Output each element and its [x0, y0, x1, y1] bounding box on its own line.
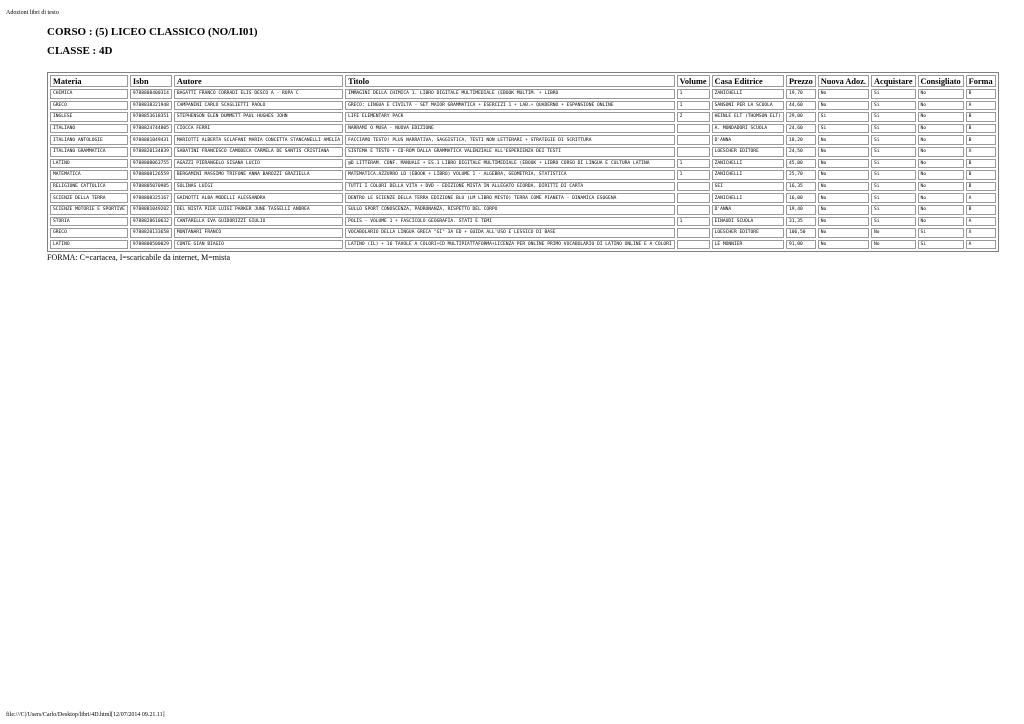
- cell-acquistare: Si: [871, 170, 916, 180]
- cell-prezzo: 44,60: [786, 101, 816, 111]
- cell-forma: A: [966, 217, 996, 227]
- cell-volume: [677, 135, 710, 145]
- cell-nuova-adoz: Si: [818, 112, 869, 122]
- cell-materia: ITALIANO ANTOLOGIE: [50, 135, 128, 145]
- cell-forma: A: [966, 193, 996, 203]
- cell-consigliato: No: [918, 159, 964, 169]
- cell-volume: [677, 228, 710, 238]
- cell-forma: X: [966, 147, 996, 157]
- cell-forma: A: [966, 240, 996, 250]
- cell-casa-editrice: ZANICHELLI: [712, 170, 784, 180]
- cell-forma: B: [966, 124, 996, 134]
- cell-prezzo: 31,35: [786, 217, 816, 227]
- cell-forma: B: [966, 112, 996, 122]
- header-prezzo: Prezzo: [786, 75, 816, 87]
- cell-materia: SCIENZE MOTORIE E SPORTIVE: [50, 205, 128, 215]
- cell-titolo: LIFE ELEMENTARY PACK: [345, 112, 675, 122]
- cell-volume: 1: [677, 89, 710, 99]
- header-titolo: Titolo: [345, 75, 675, 87]
- cell-titolo: TUTTI I COLORI DELLA VITA + DVD - EDIZIONE MISTA IN ALLEGATO GIORDA, DIRITTI DI CARTA: [345, 182, 675, 192]
- cell-consigliato: No: [918, 193, 964, 203]
- header-acquistare: Acquistare: [871, 75, 916, 87]
- table-row: [50, 182, 996, 192]
- table-row: [50, 159, 996, 169]
- cell-consigliato: Si: [918, 240, 964, 250]
- cell-titolo: LATINO (IL) + 16 TAVOLE A COLORI+CD MULTIPIATTAFORMA+LICENZA PER ONLINE PRIMO VOCABOLARIO DI LATINO ONLINE E A COLORI: [345, 240, 675, 250]
- cell-casa-editrice: ZANICHELLI: [712, 193, 784, 203]
- cell-materia: ITALIANO: [50, 124, 128, 134]
- cell-prezzo: 106,50: [786, 228, 816, 238]
- cell-autore: BERGAMINI MASSIMO TRIFONE ANNA BAROZZI GRAZIELLA: [174, 170, 343, 180]
- cell-casa-editrice: SANSONI PER LA SCUOLA: [712, 101, 784, 111]
- cell-nuova-adoz: No: [818, 159, 869, 169]
- cell-acquistare: Si: [871, 217, 916, 227]
- cell-consigliato: No: [918, 182, 964, 192]
- cell-acquistare: No: [871, 240, 916, 250]
- cell-isbn: 9788828610632: [130, 217, 172, 227]
- cell-acquistare: Si: [871, 205, 916, 215]
- cell-nuova-adoz: Si: [818, 124, 869, 134]
- cell-nuova-adoz: No: [818, 170, 869, 180]
- cell-isbn: 9788824744805: [130, 124, 172, 134]
- cell-isbn: 9788838321948: [130, 101, 172, 111]
- cell-isbn: 9788800500029: [130, 240, 172, 250]
- cell-isbn: 9788820133658: [130, 228, 172, 238]
- cell-isbn: 9788808126559: [130, 170, 172, 180]
- cell-materia: CHIMICA: [50, 89, 128, 99]
- cell-consigliato: No: [918, 205, 964, 215]
- table-row: [50, 193, 996, 203]
- cell-casa-editrice: SEI: [712, 182, 784, 192]
- cell-autore: SOLINAS LUIGI: [174, 182, 343, 192]
- cell-casa-editrice: LOESCHER EDITORE: [712, 147, 784, 157]
- page-header: Adozioni libri di testo: [6, 10, 59, 16]
- cell-prezzo: 25,70: [786, 170, 816, 180]
- cell-consigliato: Si: [918, 228, 964, 238]
- cell-acquistare: Si: [871, 193, 916, 203]
- cell-autore: BAGATTI FRANCO CORRADI ELIS DESCO A - ROPA C: [174, 89, 343, 99]
- cell-volume: 1: [677, 217, 710, 227]
- table-row: [50, 228, 996, 238]
- books-table: [47, 72, 999, 252]
- cell-titolo: SISTEMA E TESTO + CD-ROM DALLA GRAMMATICA VALENZIALE ALL'ESPERIENZA DEI TESTI: [345, 147, 675, 157]
- cell-materia: ITALIANO GRAMMATICA: [50, 147, 128, 157]
- cell-autore: MARIOTTI ALBERTA SCLAFANI MARIA CONCETTA STANCANELLI AMELIA: [174, 135, 343, 145]
- cell-titolo: NARRAMI O MUSA - NUOVA EDIZIONE: [345, 124, 675, 134]
- cell-materia: LATINO: [50, 159, 128, 169]
- table-row: [50, 170, 996, 180]
- cell-titolo: @D LITTERAM. CONF. MANUALE + ES.1 LIBRO DIGITALE MULTIMEDIALE (EBOOK + LIBRO CORSO DI LINGUA E CULTURA LATINA: [345, 159, 675, 169]
- cell-forma: B: [966, 182, 996, 192]
- cell-volume: 1: [677, 101, 710, 111]
- cell-acquistare: Si: [871, 112, 916, 122]
- cell-prezzo: 45,00: [786, 159, 816, 169]
- cell-materia: SCIENZE DELLA TERRA: [50, 193, 128, 203]
- cell-volume: [677, 240, 710, 250]
- cell-casa-editrice: HEINLE ELT (THOMSON ELT): [712, 112, 784, 122]
- cell-autore: GAINOTTI ALBA MODELLI ALESSANDRA: [174, 193, 343, 203]
- cell-materia: GRECO: [50, 101, 128, 111]
- cell-consigliato: No: [918, 217, 964, 227]
- cell-materia: LATINO: [50, 240, 128, 250]
- cell-forma: B: [966, 170, 996, 180]
- cell-prezzo: 16,00: [786, 193, 816, 203]
- cell-autore: STEPHENSON ELEN DUMMETT PAUL HUGHES JOHN: [174, 112, 343, 122]
- cell-acquistare: Si: [871, 101, 916, 111]
- books-table-body: [50, 89, 996, 249]
- header-volume: Volume: [677, 75, 710, 87]
- cell-casa-editrice: LE MONNIER: [712, 240, 784, 250]
- cell-consigliato: No: [918, 135, 964, 145]
- cell-consigliato: No: [918, 170, 964, 180]
- cell-consigliato: No: [918, 124, 964, 134]
- cell-casa-editrice: ZANICHELLI: [712, 159, 784, 169]
- cell-nuova-adoz: No: [818, 228, 869, 238]
- cell-materia: RELIGIONE CATTOLICA: [50, 182, 128, 192]
- cell-casa-editrice: LOESCHER EDITORE: [712, 228, 784, 238]
- cell-consigliato: No: [918, 101, 964, 111]
- cell-volume: [677, 193, 710, 203]
- cell-forma: A: [966, 101, 996, 111]
- cell-materia: GRECO: [50, 228, 128, 238]
- cell-consigliato: No: [918, 89, 964, 99]
- cell-nuova-adoz: No: [818, 135, 869, 145]
- cell-casa-editrice: EINAUDI SCUOLA: [712, 217, 784, 227]
- header-nuova-adoz: Nuova Adoz.: [818, 75, 869, 87]
- cell-casa-editrice: D'ANNA: [712, 135, 784, 145]
- cell-volume: [677, 182, 710, 192]
- cell-titolo: GRECO: LINGUA E CIVILTÀ - SET MAIOR GRAMMATICA + ESERCIZI 1 + LAB.+ QUADERNO + ESPANSIONE ONLINE: [345, 101, 675, 111]
- cell-isbn: 9788805070985: [130, 182, 172, 192]
- cell-titolo: DENTRO LE SCIENZE DELLA TERRA EDIZIONE BLU (LM LIBRO MISTO) TERRA COME PIANETA - DINAMICA ESOGENA: [345, 193, 675, 203]
- cell-prezzo: 29,00: [786, 112, 816, 122]
- cell-prezzo: 24,50: [786, 147, 816, 157]
- page-footer: file:///C|/Users/Carlo/Desktop/libri/4D.html[12/07/2014 09.21.11]: [6, 712, 165, 718]
- cell-prezzo: 18,20: [786, 135, 816, 145]
- cell-isbn: 9788808325167: [130, 193, 172, 203]
- cell-prezzo: 19,40: [786, 205, 816, 215]
- forma-legend: FORMA: C=cartacea, I=scaricabile da internet, M=mista: [47, 253, 231, 262]
- cell-consigliato: No: [918, 112, 964, 122]
- table-row: [50, 205, 996, 215]
- cell-nuova-adoz: No: [818, 217, 869, 227]
- cell-acquistare: Si: [871, 89, 916, 99]
- table-row: [50, 101, 996, 111]
- table-row: [50, 112, 996, 122]
- cell-autore: CANTARELLA EVA GUIDORIZZI GIULIO: [174, 217, 343, 227]
- table-row: [50, 89, 996, 99]
- cell-acquistare: Si: [871, 182, 916, 192]
- cell-volume: [677, 147, 710, 157]
- header-materia: Materia: [50, 75, 128, 87]
- cell-isbn: 9788808063755: [130, 159, 172, 169]
- table-row: [50, 124, 996, 134]
- cell-autore: CAMPANINI CARLO SCAGLIETTI PAOLO: [174, 101, 343, 111]
- header-casa-editrice: Casa Editrice: [712, 75, 784, 87]
- cell-volume: 1: [677, 170, 710, 180]
- cell-nuova-adoz: No: [818, 101, 869, 111]
- header-autore: Autore: [174, 75, 343, 87]
- cell-casa-editrice: D'ANNA: [712, 205, 784, 215]
- cell-nuova-adoz: No: [818, 205, 869, 215]
- cell-consigliato: No: [918, 147, 964, 157]
- cell-acquistare: Si: [871, 124, 916, 134]
- cell-autore: AGAZZI PIERANGELO SISANA LUCIO: [174, 159, 343, 169]
- cell-forma: B: [966, 205, 996, 215]
- cell-prezzo: 16,35: [786, 182, 816, 192]
- table-header-row: [50, 75, 996, 87]
- cell-materia: INGLESE: [50, 112, 128, 122]
- cell-autore: CIOCCA FERRI: [174, 124, 343, 134]
- table-row: [50, 217, 996, 227]
- cell-casa-editrice: A. MONDADORI SCUOLA: [712, 124, 784, 134]
- table-row: [50, 240, 996, 250]
- cell-isbn: 9788881049431: [130, 135, 172, 145]
- cell-autore: CONTE GIAN BIAGIO: [174, 240, 343, 250]
- cell-acquistare: No: [871, 228, 916, 238]
- cell-materia: STORIA: [50, 217, 128, 227]
- cell-volume: 1: [677, 159, 710, 169]
- cell-titolo: VOCABOLARIO DELLA LINGUA GRECA "GI" 3A ED + GUIDA ALL'USO E LESSICO DI BASE: [345, 228, 675, 238]
- cell-volume: [677, 205, 710, 215]
- cell-isbn: 9788820134839: [130, 147, 172, 157]
- cell-acquistare: Si: [871, 159, 916, 169]
- cell-volume: 2: [677, 112, 710, 122]
- cell-casa-editrice: ZANICHELLI: [712, 89, 784, 99]
- cell-prezzo: 24,60: [786, 124, 816, 134]
- cell-forma: X: [966, 228, 996, 238]
- cell-isbn: 9788881049202: [130, 205, 172, 215]
- cell-titolo: MATEMATICA.AZZURRO LD (EBOOK + LIBRO) VOLUME 1 - ALGEBRA, GEOMETRIA, STATISTICA: [345, 170, 675, 180]
- cell-nuova-adoz: No: [818, 240, 869, 250]
- table-row: [50, 135, 996, 145]
- table-row: [50, 147, 996, 157]
- cell-nuova-adoz: No: [818, 147, 869, 157]
- cell-nuova-adoz: No: [818, 89, 869, 99]
- cell-nuova-adoz: No: [818, 193, 869, 203]
- cell-isbn: 9788853618351: [130, 112, 172, 122]
- cell-acquistare: Si: [871, 135, 916, 145]
- cell-autore: SABATINI FRANCESCO CAMODECA CARMELA DE SANTIS CRISTIANA: [174, 147, 343, 157]
- cell-forma: B: [966, 89, 996, 99]
- cell-titolo: POLIS - VOLUME 1 + FASCICOLO GEOGRAFIA. STATI E TEMI: [345, 217, 675, 227]
- cell-titolo: FACCIAMO TESTO! PLUS NARRATIVA, SAGGISTICA, TESTI NON LETTERARI + STRATEGIE DI SCRITTURA: [345, 135, 675, 145]
- cell-forma: B: [966, 135, 996, 145]
- cell-acquistare: Si: [871, 147, 916, 157]
- header-consigliato: Consigliato: [918, 75, 964, 87]
- header-isbn: Isbn: [130, 75, 172, 87]
- cell-isbn: 9788808400314: [130, 89, 172, 99]
- header-forma: Forma: [966, 75, 996, 87]
- cell-nuova-adoz: No: [818, 182, 869, 192]
- cell-prezzo: 19,70: [786, 89, 816, 99]
- cell-titolo: IMMAGINI DELLA CHIMICA 1. LIBRO DIGITALE MULTIMEDIALE (EBOOK MULTIM. + LIBRO: [345, 89, 675, 99]
- cell-titolo: SULLO SPORT CONOSCENZA, PADRONANZA, RISPETTO DEL CORPO: [345, 205, 675, 215]
- cell-prezzo: 91,00: [786, 240, 816, 250]
- cell-autore: MONTANARI FRANCO: [174, 228, 343, 238]
- class-title: CLASSE : 4D: [47, 45, 113, 57]
- cell-forma: B: [966, 159, 996, 169]
- cell-materia: MATEMATICA: [50, 170, 128, 180]
- course-title: CORSO : (5) LICEO CLASSICO (NO/LI01): [47, 26, 258, 38]
- cell-volume: [677, 124, 710, 134]
- cell-autore: DEL NISTA PIER LUIGI PARKER JUNE TASSELLI ANDREA: [174, 205, 343, 215]
